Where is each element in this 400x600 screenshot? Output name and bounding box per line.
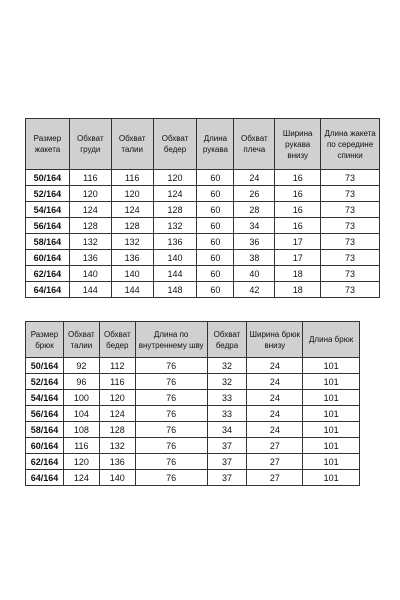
jacket-header-row: [26, 119, 380, 170]
jacket-table-body: [26, 170, 380, 298]
jacket-value-cell: 144: [111, 282, 153, 298]
pants-table-row: [26, 374, 360, 390]
pants-size-cell: 62/164: [26, 454, 64, 470]
jacket-value-cell: 120: [111, 186, 153, 202]
pants-value-cell: 76: [135, 390, 207, 406]
jacket-size-cell: 58/164: [26, 234, 70, 250]
pants-size-cell: 54/164: [26, 390, 64, 406]
pants-value-cell: 37: [207, 438, 247, 454]
pants-value-cell: 108: [63, 422, 99, 438]
pants-value-cell: 76: [135, 358, 207, 374]
jacket-header-hips: Обхват бедер: [153, 119, 197, 170]
pants-size-cell: 52/164: [26, 374, 64, 390]
jacket-value-cell: 136: [111, 250, 153, 266]
pants-table-row: [26, 358, 360, 374]
jacket-value-cell: 120: [69, 186, 111, 202]
pants-value-cell: 24: [247, 390, 303, 406]
pants-value-cell: 37: [207, 454, 247, 470]
pants-value-cell: 33: [207, 406, 247, 422]
pants-value-cell: 76: [135, 470, 207, 486]
jacket-value-cell: 38: [234, 250, 275, 266]
pants-value-cell: 128: [99, 422, 135, 438]
jacket-value-cell: 73: [321, 282, 380, 298]
pants-value-cell: 101: [303, 374, 360, 390]
jacket-value-cell: 16: [275, 170, 321, 186]
pants-header-waist: Обхват талии: [63, 322, 99, 358]
jacket-value-cell: 73: [321, 170, 380, 186]
jacket-header-back-length: Длина жакета по середине спинки: [321, 119, 380, 170]
jacket-value-cell: 60: [197, 170, 234, 186]
jacket-value-cell: 42: [234, 282, 275, 298]
pants-header-thigh: Обхват бедра: [207, 322, 247, 358]
jacket-value-cell: 34: [234, 218, 275, 234]
jacket-size-cell: 54/164: [26, 202, 70, 218]
pants-value-cell: 33: [207, 390, 247, 406]
jacket-header-chest: Обхват груди: [69, 119, 111, 170]
jacket-table-row: [26, 170, 380, 186]
jacket-table-row: [26, 250, 380, 266]
pants-value-cell: 27: [247, 470, 303, 486]
jacket-value-cell: 132: [153, 218, 197, 234]
jacket-table-row: [26, 266, 380, 282]
jacket-table-row: [26, 186, 380, 202]
pants-value-cell: 76: [135, 422, 207, 438]
jacket-size-cell: 60/164: [26, 250, 70, 266]
pants-value-cell: 24: [247, 422, 303, 438]
jacket-value-cell: 18: [275, 282, 321, 298]
jacket-value-cell: 73: [321, 186, 380, 202]
jacket-value-cell: 124: [153, 186, 197, 202]
pants-table-row: [26, 406, 360, 422]
jacket-size-cell: 64/164: [26, 282, 70, 298]
jacket-value-cell: 128: [69, 218, 111, 234]
pants-value-cell: 124: [63, 470, 99, 486]
jacket-header-sleeve-length: Длина рукава: [197, 119, 234, 170]
jacket-value-cell: 132: [111, 234, 153, 250]
pants-value-cell: 76: [135, 374, 207, 390]
pants-value-cell: 124: [99, 406, 135, 422]
jacket-value-cell: 128: [153, 202, 197, 218]
jacket-table-row: [26, 202, 380, 218]
jacket-size-cell: 52/164: [26, 186, 70, 202]
pants-value-cell: 24: [247, 406, 303, 422]
pants-size-cell: 58/164: [26, 422, 64, 438]
jacket-value-cell: 120: [153, 170, 197, 186]
pants-value-cell: 101: [303, 358, 360, 374]
pants-table-row: [26, 470, 360, 486]
jacket-value-cell: 73: [321, 234, 380, 250]
pants-value-cell: 101: [303, 422, 360, 438]
pants-table-body: [26, 358, 360, 486]
pants-size-table: [25, 321, 360, 486]
jacket-table-row: [26, 282, 380, 298]
pants-value-cell: 76: [135, 454, 207, 470]
pants-value-cell: 24: [247, 358, 303, 374]
pants-value-cell: 27: [247, 438, 303, 454]
pants-value-cell: 101: [303, 470, 360, 486]
jacket-value-cell: 136: [153, 234, 197, 250]
jacket-value-cell: 128: [111, 218, 153, 234]
jacket-value-cell: 60: [197, 266, 234, 282]
jacket-value-cell: 60: [197, 250, 234, 266]
jacket-value-cell: 73: [321, 250, 380, 266]
pants-header-hips: Обхват бедер: [99, 322, 135, 358]
jacket-value-cell: 18: [275, 266, 321, 282]
jacket-value-cell: 132: [69, 234, 111, 250]
pants-value-cell: 140: [99, 470, 135, 486]
jacket-value-cell: 144: [69, 282, 111, 298]
pants-value-cell: 136: [99, 454, 135, 470]
jacket-value-cell: 140: [111, 266, 153, 282]
jacket-value-cell: 116: [111, 170, 153, 186]
pants-value-cell: 76: [135, 438, 207, 454]
jacket-value-cell: 136: [69, 250, 111, 266]
jacket-size-cell: 56/164: [26, 218, 70, 234]
jacket-header-waist: Обхват талии: [111, 119, 153, 170]
jacket-value-cell: 73: [321, 218, 380, 234]
jacket-size-cell: 62/164: [26, 266, 70, 282]
pants-value-cell: 116: [99, 374, 135, 390]
pants-value-cell: 34: [207, 422, 247, 438]
pants-size-cell: 56/164: [26, 406, 64, 422]
pants-table-row: [26, 422, 360, 438]
jacket-value-cell: 60: [197, 218, 234, 234]
pants-value-cell: 101: [303, 438, 360, 454]
jacket-header-sleeve-width: Ширина рукава внизу: [275, 119, 321, 170]
pants-value-cell: 101: [303, 390, 360, 406]
pants-value-cell: 112: [99, 358, 135, 374]
pants-header-row: [26, 322, 360, 358]
jacket-value-cell: 60: [197, 282, 234, 298]
pants-value-cell: 101: [303, 454, 360, 470]
jacket-value-cell: 26: [234, 186, 275, 202]
pants-value-cell: 104: [63, 406, 99, 422]
jacket-value-cell: 124: [69, 202, 111, 218]
pants-value-cell: 116: [63, 438, 99, 454]
jacket-value-cell: 124: [111, 202, 153, 218]
jacket-value-cell: 144: [153, 266, 197, 282]
pants-header-size: Размер брюк: [26, 322, 64, 358]
pants-value-cell: 101: [303, 406, 360, 422]
pants-value-cell: 132: [99, 438, 135, 454]
pants-value-cell: 100: [63, 390, 99, 406]
jacket-size-cell: 50/164: [26, 170, 70, 186]
pants-size-cell: 50/164: [26, 358, 64, 374]
pants-header-length: Длина брюк: [303, 322, 360, 358]
jacket-table-row: [26, 234, 380, 250]
jacket-value-cell: 140: [69, 266, 111, 282]
pants-value-cell: 76: [135, 406, 207, 422]
jacket-size-table: [25, 118, 380, 298]
pants-value-cell: 37: [207, 470, 247, 486]
pants-value-cell: 96: [63, 374, 99, 390]
jacket-value-cell: 16: [275, 202, 321, 218]
jacket-value-cell: 17: [275, 250, 321, 266]
pants-value-cell: 120: [99, 390, 135, 406]
pants-header-inseam: Длина по внутреннему шву: [135, 322, 207, 358]
jacket-value-cell: 73: [321, 266, 380, 282]
pants-value-cell: 27: [247, 454, 303, 470]
pants-size-cell: 64/164: [26, 470, 64, 486]
jacket-header-shoulder: Обхват плеча: [234, 119, 275, 170]
pants-value-cell: 32: [207, 358, 247, 374]
jacket-value-cell: 16: [275, 218, 321, 234]
jacket-value-cell: 24: [234, 170, 275, 186]
jacket-value-cell: 28: [234, 202, 275, 218]
jacket-value-cell: 36: [234, 234, 275, 250]
jacket-value-cell: 60: [197, 234, 234, 250]
jacket-header-size: Размер жакета: [26, 119, 70, 170]
jacket-value-cell: 60: [197, 202, 234, 218]
jacket-value-cell: 140: [153, 250, 197, 266]
pants-table-row: [26, 454, 360, 470]
pants-header-hem-width: Ширина брюк внизу: [247, 322, 303, 358]
jacket-value-cell: 16: [275, 186, 321, 202]
jacket-value-cell: 40: [234, 266, 275, 282]
jacket-table-row: [26, 218, 380, 234]
pants-value-cell: 24: [247, 374, 303, 390]
pants-size-cell: 60/164: [26, 438, 64, 454]
jacket-value-cell: 148: [153, 282, 197, 298]
pants-value-cell: 120: [63, 454, 99, 470]
pants-table-row: [26, 390, 360, 406]
jacket-value-cell: 116: [69, 170, 111, 186]
pants-value-cell: 32: [207, 374, 247, 390]
pants-table-row: [26, 438, 360, 454]
pants-value-cell: 92: [63, 358, 99, 374]
jacket-value-cell: 60: [197, 186, 234, 202]
jacket-value-cell: 17: [275, 234, 321, 250]
jacket-value-cell: 73: [321, 202, 380, 218]
